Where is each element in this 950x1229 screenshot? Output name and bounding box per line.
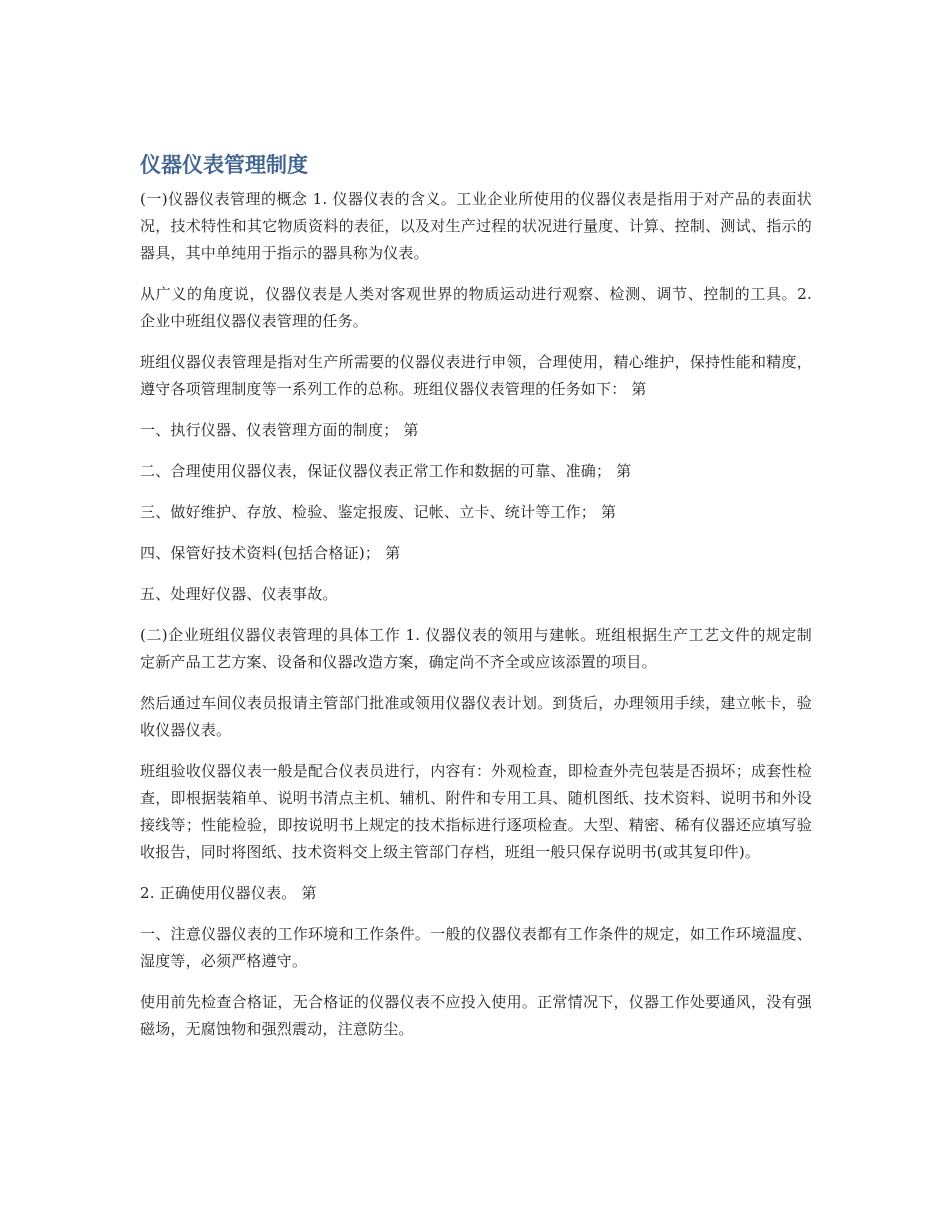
paragraph-8: 五、处理好仪器、仪表事故。	[140, 585, 338, 603]
paragraph-11: 班组验收仪器仪表一般是配合仪表员进行，内容有：外观检查，即检查外壳包装是否损坏；成套性检查，即根据装箱单、说明书清点主机、辅机、附件和专用工具、随机图纸、技术资料、说明书和外设接线等；性能检验，即按说明书上规定的技术指标进行逐项检查。大型、精密、稀有仪器还应填写验收报告，同时将图纸、技术资料交上级主管部门存档，班组一般只保存说明书(或其复印件)。	[140, 762, 812, 861]
paragraph-9: (二)企业班组仪器仪表管理的具体工作 1. 仪器仪表的领用与建帐。班组根据生产工艺文件的规定制定新产品工艺方案、设备和仪器改造方案，确定尚不齐全或应该添置的项目。	[140, 626, 812, 671]
paragraph-6: 三、做好维护、存放、检验、鉴定报废、记帐、立卡、统计等工作； 第	[140, 503, 617, 521]
paragraph-7: 四、保管好技术资料(包括合格证)； 第	[140, 544, 401, 562]
paragraph-2: 从广义的角度说，仪器仪表是人类对客观世界的物质运动进行观察、检测、调节、控制的工具。2. 企业中班组仪器仪表管理的任务。	[140, 285, 812, 330]
paragraph-13: 一、注意仪器仪表的工作环境和工作条件。一般的仪器仪表都有工作条件的规定，如工作环境温度、湿度等，必须严格遵守。	[140, 925, 812, 970]
paragraph-3: 班组仪器仪表管理是指对生产所需要的仪器仪表进行申领，合理使用，精心维护，保持性能和精度，遵守各项管理制度等一系列工作的总称。班组仪器仪表管理的任务如下： 第	[140, 353, 812, 398]
document-title: 仪器仪表管理制度	[140, 153, 308, 177]
paragraph-5: 二、合理使用仪器仪表，保证仪器仪表正常工作和数据的可靠、准确； 第	[140, 462, 632, 480]
paragraph-10: 然后通过车间仪表员报请主管部门批准或领用仪器仪表计划。到货后，办理领用手续，建立帐卡，验收仪器仪表。	[140, 694, 812, 739]
paragraph-14: 使用前先检查合格证，无合格证的仪器仪表不应投入使用。正常情况下，仪器工作处要通风，没有强磁场，无腐蚀物和强烈震动，注意防尘。	[140, 993, 812, 1038]
paragraph-4: 一、执行仪器、仪表管理方面的制度； 第	[140, 421, 419, 439]
paragraph-1: (一)仪器仪表管理的概念 1. 仪器仪表的含义。工业企业所使用的仪器仪表是指用于对产品的表面状况，技术特性和其它物质资料的表征，以及对生产过程的状况进行量度、计算、控制、测试、指示的器具，其中单纯用于指示的器具称为仪表。	[140, 190, 812, 262]
paragraph-12: 2. 正确使用仪器仪表。 第	[140, 884, 317, 902]
document-page	[140, 150, 812, 1057]
